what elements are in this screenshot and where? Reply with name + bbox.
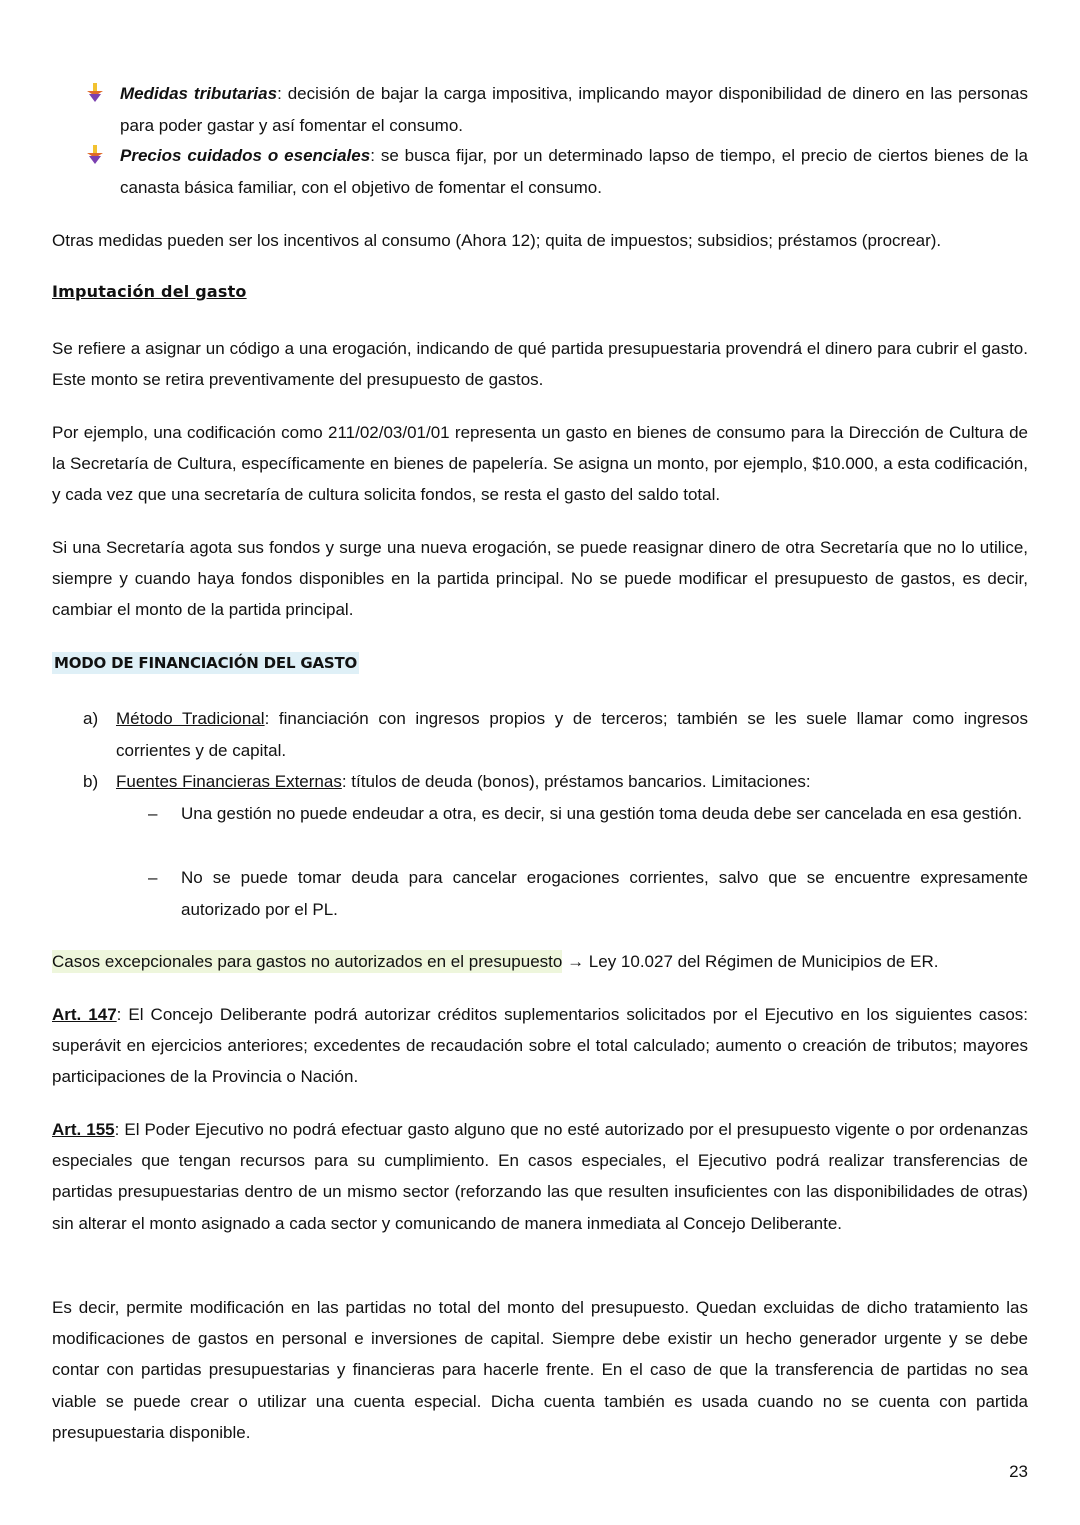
page-number: 23 <box>1009 1462 1028 1481</box>
bullet-item <box>120 140 1028 203</box>
bullet-term: Precios cuidados o esenciales <box>120 146 371 165</box>
list-item <box>83 703 1028 766</box>
bullet-text: : se busca fijar, por un determinado lapso de tiempo, el precio de ciertos bienes de la canasta básica familiar, con el objetivo de fomentar el consumo. <box>120 146 1028 197</box>
section-heading-text: MODO DE FINANCIACIÓN DEL GASTO <box>54 654 358 672</box>
limit-text: Una gestión no puede endeudar a otra, es decir, si una gestión toma deuda debe ser cancelada en esa gestión. <box>181 804 1023 823</box>
article-text: : El Concejo Deliberante podrá autorizar créditos suplementarios solicitados por el Ejecutivo en los siguientes casos: superávit en ejercicios anteriores; excedentes de recaudación sobre el total calculado; aumento o creación de tributos; mayores participaciones de la Provincia o Nación. <box>52 1005 1028 1087</box>
limit-item <box>148 798 1028 830</box>
article-label: Art. 155 <box>52 1120 115 1139</box>
list-marker: a) <box>83 709 99 728</box>
down-arrow-bullet-icon <box>84 82 106 104</box>
dash-marker: – <box>148 804 158 823</box>
list-term: Fuentes Financieras Externas <box>116 772 342 791</box>
cases-rest: Ley 10.027 del Régimen de Municipios de ER. <box>584 952 939 971</box>
imputacion-paragraph-3: Si una Secretaría agota sus fondos y surge una nueva erogación, se puede reasignar dinero de otra Secretaría que no lo utilice, siempre y cuando haya fondos disponibles en la partida principal. No se puede modificar el presupuesto de gastos, es decir, cambiar el monto de la partida principal. <box>52 538 1028 620</box>
right-arrow-icon: → <box>567 952 585 971</box>
list-text: : títulos de deuda (bonos), préstamos bancarios. Limitaciones: <box>341 772 811 791</box>
limit-text: No se puede tomar deuda para cancelar erogaciones corrientes, salvo que se encuentre expresamente autorizado por el PL. <box>181 868 1028 919</box>
limit-item <box>148 862 1028 925</box>
article-155 <box>52 1114 1028 1239</box>
bullet-text: : decisión de bajar la carga impositiva, implicando mayor disponibilidad de dinero en las personas para poder gastar y así fomentar el consumo. <box>120 84 1029 135</box>
cases-highlight: Casos excepcionales para gastos no autorizados en el presupuesto <box>52 952 563 971</box>
section-heading-imputacion <box>52 282 247 302</box>
section-heading-financiacion <box>52 654 359 673</box>
final-paragraph: Es decir, permite modificación en las partidas no total del monto del presupuesto. Quedan excluidas de dicho tratamiento las modificaciones de gastos en personal e inversiones de capital. Siempre debe existir un hecho generador urgente y se debe contar con partidas presupuestarias y financieras para hacerle frente. En el caso de que la transferencia de partidas no sea viable se puede crear o utilizar una cuenta especial. Dicha cuenta también es usada cuando no se cuenta con partida presupuestaria disponible. <box>52 1298 1028 1442</box>
dash-marker: – <box>148 868 158 887</box>
bullet-term: Medidas tributarias <box>120 84 278 103</box>
list-item <box>83 766 1028 798</box>
list-marker: b) <box>83 772 99 791</box>
imputacion-paragraph-2: Por ejemplo, una codificación como 211/02/03/01/01 representa un gasto en bienes de consumo para la Dirección de Cultura de la Secretaría de Cultura, específicamente en bienes de papelería. Se asigna un monto, por ejemplo, $10.000, a esta codificación, y cada vez que una secretaría de cultura solicita fondos, se resta el gasto del saldo total. <box>52 423 1028 505</box>
other-measures-paragraph: Otras medidas pueden ser los incentivos al consumo (Ahora 12); quita de impuestos; subsidios; préstamos (procrear). <box>52 231 942 250</box>
bullet-item <box>120 78 1028 141</box>
section-heading-text: Imputación del gasto <box>52 282 247 301</box>
down-arrow-bullet-icon <box>84 144 106 166</box>
list-term: Método Tradicional <box>116 709 265 728</box>
article-text: : El Poder Ejecutivo no podrá efectuar gasto alguno que no esté autorizado por el presupuesto vigente o por ordenanzas especiales que tengan recursos para su cumplimiento. En casos especiales, el Ejecutivo podrá realizar transferencias de partidas presupuestarias dentro de un mismo sector (reforzando las que resulten insuficientes con las disponibilidades de otras) sin alterar el monto asignado a cada sector y comunicando de manera inmediata al Concejo Deliberante. <box>52 1120 1028 1233</box>
list-text: : financiación con ingresos propios y de terceros; también se les suele llamar como ingresos corrientes y de capital. <box>116 709 1028 760</box>
article-147 <box>52 999 1028 1093</box>
article-label: Art. 147 <box>52 1005 117 1024</box>
cases-line <box>52 946 1028 977</box>
imputacion-paragraph-1: Se refiere a asignar un código a una erogación, indicando de qué partida presupuestaria provendrá el dinero para cubrir el gasto. Este monto se retira preventivamente del presupuesto de gastos. <box>52 339 1028 390</box>
